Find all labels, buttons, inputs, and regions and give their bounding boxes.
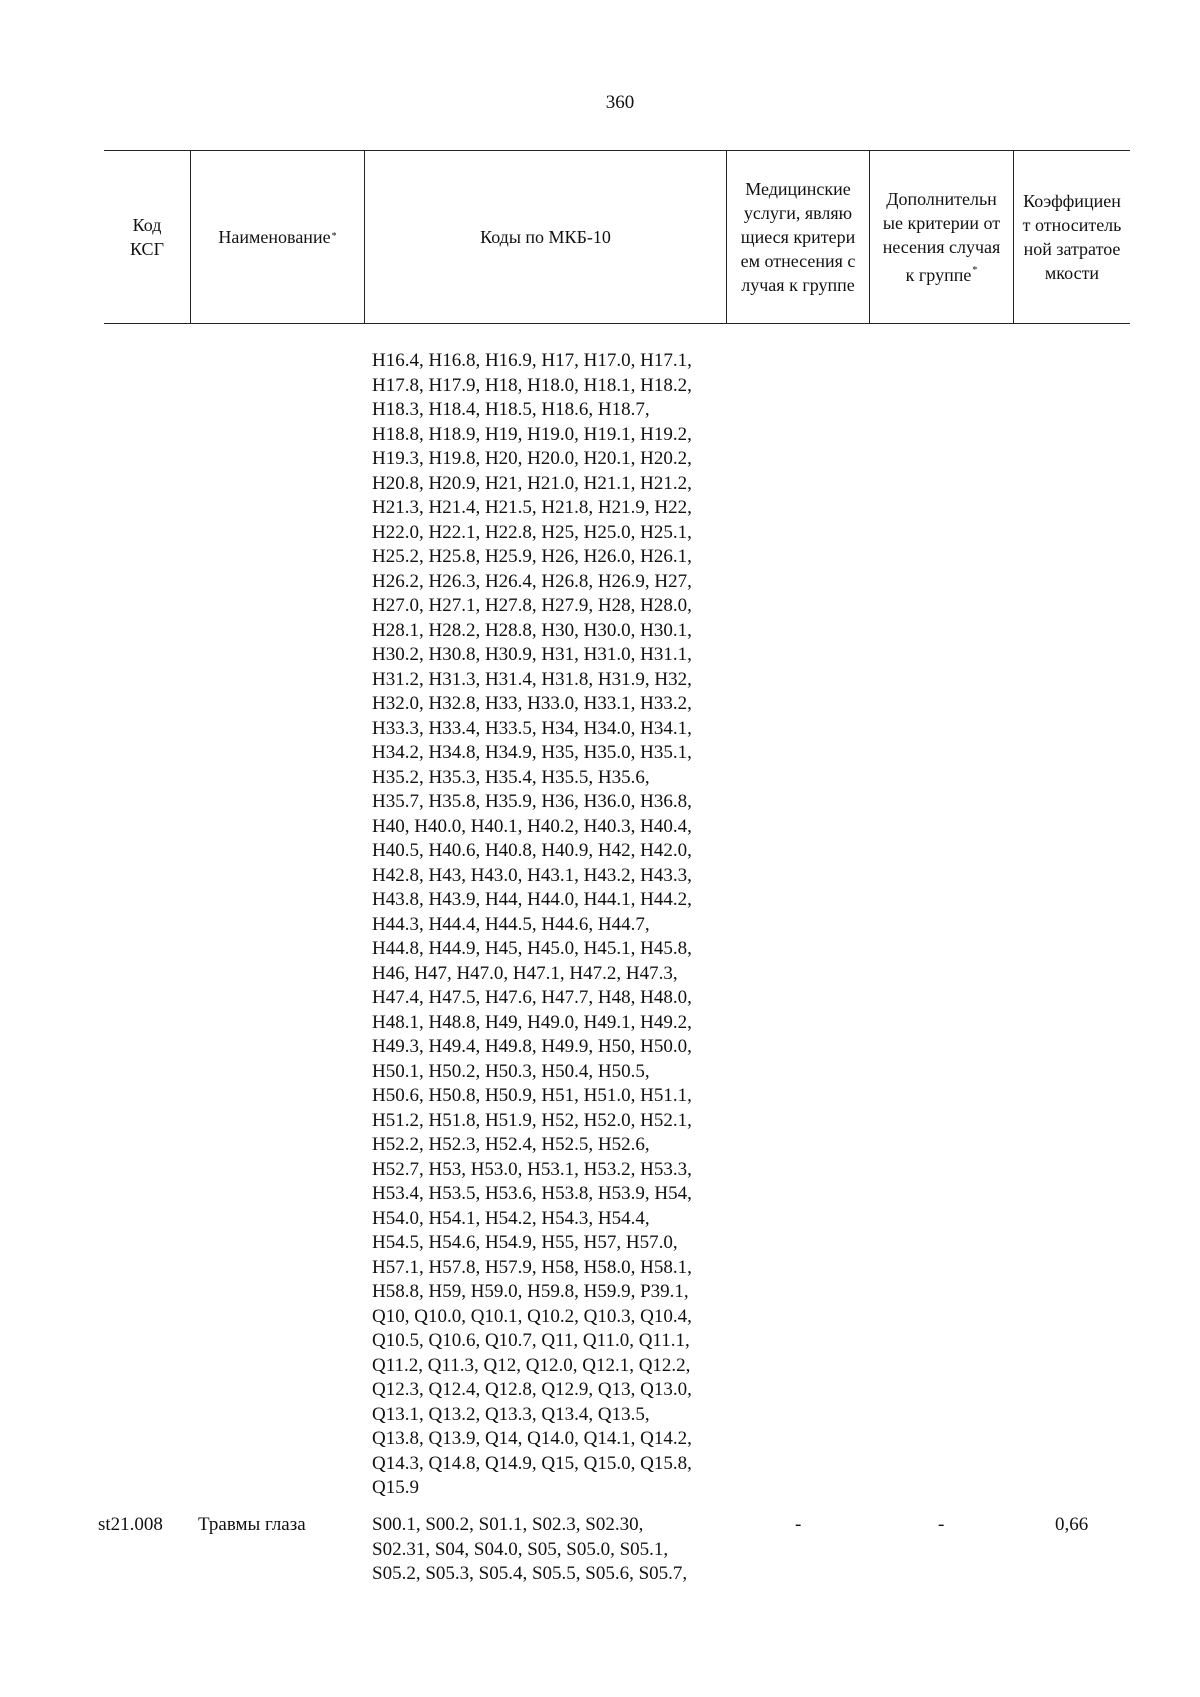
header-coefficient [1014, 151, 1130, 323]
icd-code-line: H30.2, H30.8, H30.9, H31, H31.0, H31.1, [372, 644, 692, 665]
icd-code-line: H40, H40.0, H40.1, H40.2, H40.3, H40.4, [372, 815, 692, 837]
row-services: - [795, 1514, 802, 1535]
icd-code-line: H19.3, H19.8, H20, H20.0, H20.1, H20.2, [372, 448, 692, 469]
header-name-label: Наименование [218, 227, 331, 247]
icd-code-line: S00.1, S00.2, S01.1, S02.3, S02.30, [372, 1514, 644, 1535]
header-code-label: Код КСГ [130, 215, 164, 259]
table-header-bottom-border [104, 323, 1130, 324]
icd-code-line: H20.8, H20.9, H21, H21.0, H21.1, H21.2, [372, 472, 692, 494]
icd-code-line: H17.8, H17.9, H18, H18.0, H18.1, H18.2, [372, 374, 692, 396]
header-icd [365, 151, 726, 323]
icd-code-line: H27.0, H27.1, H27.8, H27.9, H28, H28.0, [372, 595, 692, 616]
icd-code-line: H52.7, H53, H53.0, H53.1, H53.2, H53.3, [372, 1158, 692, 1180]
icd-code-line: H47.4, H47.5, H47.6, H47.7, H48, H48.0, [372, 987, 692, 1008]
icd-code-line: Q11.2, Q11.3, Q12, Q12.0, Q12.1, Q12.2, [372, 1354, 691, 1376]
icd-code-line: H52.2, H52.3, H52.4, H52.5, H52.6, [372, 1134, 650, 1155]
icd-code-line: H32.0, H32.8, H33, H33.0, H33.1, H33.2, [372, 693, 692, 714]
icd-code-line: H35.2, H35.3, H35.4, H35.5, H35.6, [372, 766, 650, 788]
row-name: Травмы глаза [198, 1514, 306, 1535]
icd-code-line: H35.7, H35.8, H35.9, H36, H36.0, H36.8, [372, 791, 692, 812]
icd-code-line: H33.3, H33.4, H33.5, H34, H34.0, H34.1, [372, 717, 692, 739]
icd-code-line: H16.4, H16.8, H16.9, H17, H17.0, H17.1, [372, 350, 692, 371]
header-name [191, 151, 364, 323]
header-icd-label: Коды по МКБ-10 [480, 227, 611, 247]
icd-code-line: H50.6, H50.8, H50.9, H51, H51.0, H51.1, [372, 1085, 692, 1106]
icd-code-line: H46, H47, H47.0, H47.1, H47.2, H47.3, [372, 962, 678, 984]
header-additional [870, 151, 1013, 323]
icd-code-line: H58.8, H59, H59.0, H59.8, H59.9, P39.1, [372, 1281, 689, 1302]
icd-code-line: Q15.9 [372, 1477, 419, 1498]
icd-code-line: H54.0, H54.1, H54.2, H54.3, H54.4, [372, 1207, 650, 1229]
icd-code-line: Q14.3, Q14.8, Q14.9, Q15, Q15.0, Q15.8, [372, 1452, 692, 1474]
icd-code-line: Q13.8, Q13.9, Q14, Q14.0, Q14.1, Q14.2, [372, 1428, 692, 1449]
icd-code-line: H22.0, H22.1, H22.8, H25, H25.0, H25.1, [372, 521, 692, 543]
row-icd-codes [372, 1513, 742, 1587]
icd-code-line: H31.2, H31.3, H31.4, H31.8, H31.9, H32, [372, 668, 692, 690]
icd-code-line: Q13.1, Q13.2, Q13.3, Q13.4, Q13.5, [372, 1403, 650, 1425]
icd-code-line: H42.8, H43, H43.0, H43.1, H43.2, H43.3, [372, 864, 692, 886]
icd-code-line: Q10.5, Q10.6, Q10.7, Q11, Q11.0, Q11.1, [372, 1330, 690, 1351]
header-services [727, 151, 869, 323]
footnote-mark: * [331, 231, 337, 242]
row-additional: - [938, 1514, 945, 1535]
icd-code-line: Q10, Q10.0, Q10.1, Q10.2, Q10.3, Q10.4, [372, 1305, 692, 1327]
icd-code-line: H28.1, H28.2, H28.8, H30, H30.0, H30.1, [372, 619, 692, 641]
footnote-mark: * [972, 265, 978, 276]
icd-codes-continued [372, 349, 742, 1501]
icd-code-line: H43.8, H43.9, H44, H44.0, H44.1, H44.2, [372, 889, 692, 910]
icd-code-line: H48.1, H48.8, H49, H49.0, H49.1, H49.2, [372, 1011, 692, 1033]
icd-code-line: H51.2, H51.8, H51.9, H52, H52.0, H52.1, [372, 1109, 692, 1131]
icd-code-line: H26.2, H26.3, H26.4, H26.8, H26.9, H27, [372, 570, 692, 592]
header-additional-label: Дополнительные критерии отнесения случая к группе [882, 189, 1001, 285]
icd-code-line: H18.8, H18.9, H19, H19.0, H19.1, H19.2, [372, 423, 692, 445]
icd-code-line: S02.31, S04, S04.0, S05, S05.0, S05.1, [372, 1538, 669, 1560]
icd-code-line: H50.1, H50.2, H50.3, H50.4, H50.5, [372, 1060, 650, 1082]
icd-code-line: H53.4, H53.5, H53.6, H53.8, H53.9, H54, [372, 1183, 692, 1204]
icd-code-line: H44.8, H44.9, H45, H45.0, H45.1, H45.8, [372, 938, 692, 959]
page-number: 360 [605, 92, 635, 113]
icd-code-line: H44.3, H44.4, H44.5, H44.6, H44.7, [372, 913, 650, 935]
icd-code-line: H34.2, H34.8, H34.9, H35, H35.0, H35.1, [372, 742, 692, 763]
header-code [112, 151, 182, 323]
icd-code-line: H54.5, H54.6, H54.9, H55, H57, H57.0, [372, 1232, 678, 1253]
header-coefficient-label: Коэффициент относительной затратоемкости [1022, 191, 1122, 283]
row-code: st21.008 [98, 1514, 163, 1535]
icd-code-line: H40.5, H40.6, H40.8, H40.9, H42, H42.0, [372, 840, 692, 861]
icd-code-line: H57.1, H57.8, H57.9, H58, H58.0, H58.1, [372, 1256, 692, 1278]
icd-code-line: H21.3, H21.4, H21.5, H21.8, H21.9, H22, [372, 497, 692, 518]
row-coefficient: 0,66 [1055, 1514, 1089, 1535]
icd-code-line: H49.3, H49.4, H49.8, H49.9, H50, H50.0, [372, 1036, 692, 1057]
header-services-label: Медицинские услуги, являющиеся критерием отнесения случая к группе [740, 179, 856, 295]
icd-code-line: Q12.3, Q12.4, Q12.8, Q12.9, Q13, Q13.0, [372, 1379, 692, 1400]
icd-code-line: S05.2, S05.3, S05.4, S05.5, S05.6, S05.7, [372, 1563, 688, 1584]
icd-code-line: H25.2, H25.8, H25.9, H26, H26.0, H26.1, [372, 546, 692, 567]
icd-code-line: H18.3, H18.4, H18.5, H18.6, H18.7, [372, 399, 650, 420]
